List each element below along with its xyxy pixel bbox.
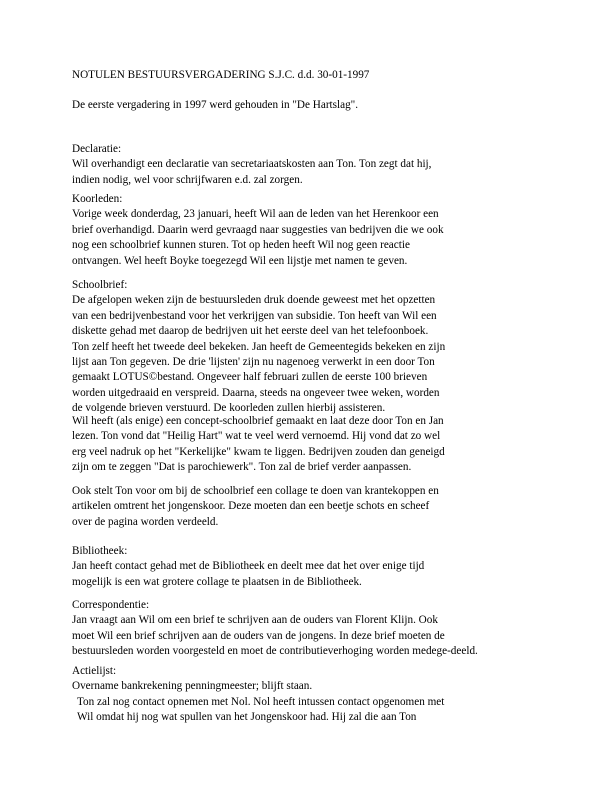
text-line: over de pagina worden verdeeld. xyxy=(72,515,219,528)
text-line: ontvangen. Wel heeft Boyke toegezegd Wil een lijstje met namen te geven. xyxy=(72,254,408,267)
section-heading: Actielijst: xyxy=(72,665,117,677)
schoolbrief-paragraph-collage xyxy=(72,484,542,530)
text-line: Overname bankrekening penningmeester; blijft staan. xyxy=(72,680,313,693)
text-line: Wil heeft (als enige) een concept-schoolbrief gemaakt en laat deze door Ton en Jan xyxy=(72,415,444,427)
text-line: Vorige week donderdag, 23 januari, heeft Wil aan de leden van het Herenkoor een xyxy=(72,208,439,221)
section-actielijst xyxy=(72,664,542,726)
section-schoolbrief xyxy=(72,278,542,417)
schoolbrief-paragraph-concept xyxy=(72,414,542,476)
text-line: worden uitgedraaid en verspreid. Daarna, steeds na ongeveer twee weken, worden xyxy=(72,386,440,399)
text-line: erg veel nadruk op het "Kerkelijke" kwam te liggen. Bedrijven zouden dan geneigd xyxy=(72,445,445,458)
text-line: lezen. Ton vond dat "Heilig Hart" wat te veel werd vernoemd. Hij vond dat zo wel xyxy=(72,430,441,443)
text-line: moet Wil een brief schrijven aan de ouders van de jongens. In deze brief moeten de xyxy=(72,629,445,642)
section-heading: Bibliotheek: xyxy=(72,545,128,557)
section-heading: Schoolbrief: xyxy=(72,279,128,291)
text-line: diskette gehad met daarop de bedrijven uit het eerste deel van het telefoonboek. xyxy=(72,325,429,338)
text-line: van een bedrijvenbestand voor het verkrijgen van subsidie. Ton heeft van Wil een xyxy=(72,309,437,322)
section-heading: Koorleden: xyxy=(72,193,123,205)
section-heading: Declaratie: xyxy=(72,143,122,155)
section-heading: Correspondentie: xyxy=(72,599,150,611)
section-bibliotheek xyxy=(72,544,542,590)
text-line: Jan heeft contact gehad met de Bibliotheek en deelt mee dat het over enige tijd xyxy=(72,560,425,573)
text-line: De afgelopen weken zijn de bestuursleden druk doende geweest met het opzetten xyxy=(72,294,436,307)
text-line: nog een schoolbrief kunnen sturen. Tot op heden heeft Wil nog geen reactie xyxy=(72,239,410,252)
text-line: zijn om te zeggen "Dat is parochiewerk". Ton zal de brief verder aanpassen. xyxy=(72,461,412,474)
text-line: Wil overhandigt een declaratie van secretariaatskosten aan Ton. Ton zegt dat hij, xyxy=(72,158,432,171)
text-line: Wil omdat hij nog wat spullen van het Jongenskoor had. Hij zal die aan Ton xyxy=(77,711,417,724)
text-line: Ook stelt Ton voor om bij de schoolbrief een collage te doen van krantekoppen en xyxy=(72,485,439,497)
text-line: bestuursleden worden voorgesteld en moet de contributieverhoging worden medege-deeld. xyxy=(72,645,478,658)
document-title: NOTULEN BESTUURSVERGADERING S.J.C. d.d. 30-01-1997 xyxy=(72,69,370,81)
text-line: brief overhandigd. Daarin werd gevraagd naar suggesties van bedrijven die we ook xyxy=(72,223,444,236)
section-correspondentie xyxy=(72,598,542,660)
section-declaratie xyxy=(72,142,542,188)
text-line: Ton zelf heeft het tweede deel bekeken. Jan heeft de Gemeentegids bekeken en zijn xyxy=(72,340,446,353)
text-line: Jan vraagt aan Wil om een brief te schrijven aan de ouders van Florent Klijn. Ook xyxy=(72,614,438,627)
text-line: Ton zal nog contact opnemen met Nol. Nol heeft intussen contact opgenomen met xyxy=(77,695,445,708)
text-line: lijst aan Ton gegeven. De drie 'lijsten' zijn nu nagenoeg verwerkt in een door Ton xyxy=(72,356,435,369)
text-line: artikelen omtrent het jongenskoor. Deze moeten dan een beetje schots en scheef xyxy=(72,500,430,513)
intro-paragraph: De eerste vergadering in 1997 werd gehouden in "De Hartslag". xyxy=(72,99,359,111)
text-line: indien nodig, wel voor schrijfwaren e.d. zal zorgen. xyxy=(72,173,303,186)
section-koorleden xyxy=(72,192,542,269)
text-line: gemaakt LOTUS©bestand. Ongeveer half februari zullen de eerste 100 brieven xyxy=(72,371,428,384)
text-line: mogelijk is een wat grotere collage te plaatsen in de Bibliotheek. xyxy=(72,575,362,588)
text-line: de volgende brieven verstuurd. De koorleden zullen hierbij assisteren. xyxy=(72,402,386,415)
